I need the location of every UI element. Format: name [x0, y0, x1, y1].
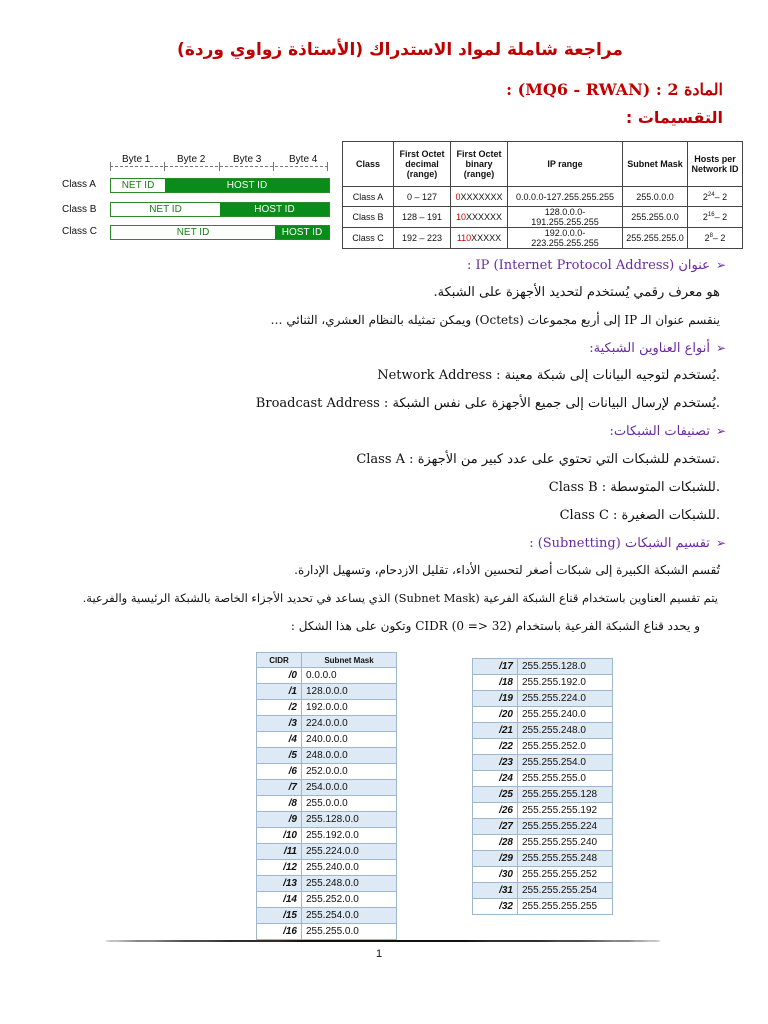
class-b-line: Class B : للشبكات المتوسطة. — [548, 480, 720, 495]
mask-cell: 255.255.252.0 — [518, 739, 613, 755]
cidr-header: CIDR — [257, 653, 302, 668]
cidr-cell: /2 — [257, 700, 302, 716]
cidr-cell: /21 — [473, 723, 518, 739]
arrow-bullet-icon: ➢ — [715, 258, 726, 272]
mask-cell: 255.255.255.240 — [518, 835, 613, 851]
mask-cell: 224.0.0.0 — [302, 716, 397, 732]
mask-cell: 255.255.254.0 — [518, 755, 613, 771]
host-id-segment: HOST ID — [165, 179, 329, 192]
ip-range-cell: 128.0.0.0-191.255.255.255 — [508, 207, 623, 228]
table-row — [257, 908, 397, 924]
page-number: 1 — [376, 948, 383, 960]
class-c-label: Class C — [62, 226, 98, 237]
table-header: Class — [343, 142, 394, 187]
cidr-header-row — [257, 653, 397, 668]
table-row — [257, 860, 397, 876]
table-row — [473, 659, 613, 675]
mask-cell: 255.255.248.0 — [518, 723, 613, 739]
mask-cell: 255.255.128.0 — [518, 659, 613, 675]
cidr-cell: /24 — [473, 771, 518, 787]
mask-cell: 255.192.0.0 — [302, 828, 397, 844]
table-row — [473, 739, 613, 755]
divisions-heading: التقسيمات : — [625, 108, 723, 127]
ip-definition: هو معرف رقمي يُستخدم لتحديد الأجهزة على الشبكة. — [433, 285, 720, 300]
table-row — [257, 700, 397, 716]
mask-cell: 255.128.0.0 — [302, 812, 397, 828]
binary-rest: XXXXXX — [465, 212, 503, 222]
table-row — [257, 716, 397, 732]
table-row — [257, 732, 397, 748]
cidr-line: و يحدد قناع الشبكة الفرعية باستخدام CIDR (0 => 32) وتكون على هذا الشكل : — [290, 619, 700, 633]
net-id-segment: NET ID — [111, 226, 275, 239]
table-row — [257, 668, 397, 684]
table-row — [257, 748, 397, 764]
ip-heading — [467, 258, 726, 273]
mask-cell: 254.0.0.0 — [302, 780, 397, 796]
table-header: First Octet binary (range) — [451, 142, 508, 187]
byte-label: Byte 4 — [289, 154, 318, 165]
decimal-cell: 192 – 223 — [394, 228, 451, 249]
cidr-cell: /26 — [473, 803, 518, 819]
subnetting-definition: تُقسم الشبكة الكبيرة إلى شبكات أصغر لتحسين الأداء، تقليل الازدحام، وتسهيل الإدارة. — [294, 563, 720, 577]
mask-cell: 255.255.255.255 — [518, 899, 613, 915]
arrow-bullet-icon: ➢ — [715, 341, 726, 355]
table-row — [473, 723, 613, 739]
byte-tick — [273, 162, 274, 171]
cidr-cell: /16 — [257, 924, 302, 940]
cidr-cell: /4 — [257, 732, 302, 748]
cidr-cell: /7 — [257, 780, 302, 796]
cidr-cell: /27 — [473, 819, 518, 835]
binary-cell — [451, 207, 508, 228]
cidr-cell: /11 — [257, 844, 302, 860]
mask-cell: 192.0.0.0 — [302, 700, 397, 716]
cidr-table-left — [256, 652, 397, 940]
table-row — [473, 835, 613, 851]
class-cell: Class B — [343, 207, 394, 228]
class-a-bar — [110, 178, 330, 193]
byte-label: Byte 2 — [177, 154, 206, 165]
mask-cell: 255.255.255.128 — [518, 787, 613, 803]
mask-cell: 255.255.0.0 — [302, 924, 397, 940]
subnet-mask-line: يتم تقسيم العناوين باستخدام قناع الشبكة الفرعية (Subnet Mask) الذي يساعد في تحديد الأجزاء الخاصة بالشبكة الرئيسية والفرعية. — [82, 591, 718, 605]
class-b-bar — [110, 202, 330, 217]
cidr-cell: /12 — [257, 860, 302, 876]
hosts-tail: – 2 — [712, 233, 726, 243]
table-header: First Octet decimal (range) — [394, 142, 451, 187]
mask-cell: 255.254.0.0 — [302, 908, 397, 924]
mask-cell: 255.252.0.0 — [302, 892, 397, 908]
network-address-line: Network Address : يُستخدم لتوجيه البيانات إلى شبكة معينة. — [377, 368, 720, 383]
mask-cell: 255.255.255.252 — [518, 867, 613, 883]
class-cell: Class C — [343, 228, 394, 249]
classes-heading — [609, 424, 726, 439]
mask-cell: 255.224.0.0 — [302, 844, 397, 860]
table-header: IP range — [508, 142, 623, 187]
mask-cell: 255.255.240.0 — [518, 707, 613, 723]
cidr-cell: /30 — [473, 867, 518, 883]
table-row — [257, 684, 397, 700]
ip-split: ينقسم عنوان الـ IP إلى أربع مجموعات (Octets) ويمكن تمثيله بالنظام العشري، الثنائي … — [270, 313, 720, 327]
table-row — [257, 828, 397, 844]
cidr-cell: /29 — [473, 851, 518, 867]
hosts-cell — [688, 228, 743, 249]
table-row — [257, 892, 397, 908]
class-b-label: Class B — [62, 204, 97, 215]
decimal-cell: 0 – 127 — [394, 187, 451, 207]
table-row — [257, 796, 397, 812]
cidr-cell: /0 — [257, 668, 302, 684]
hosts-exponent: 24 — [707, 191, 715, 198]
table-row — [473, 803, 613, 819]
mask-cell: 255.248.0.0 — [302, 876, 397, 892]
mask-cell: 255.255.255.0 — [518, 771, 613, 787]
class-c-line: Class C : للشبكات الصغيرة. — [559, 508, 720, 523]
table-row — [473, 707, 613, 723]
subject-heading: المادة 2 : (MQ6 - RWAN) : — [506, 80, 723, 99]
mask-cell: 240.0.0.0 — [302, 732, 397, 748]
mask-cell: 255.0.0.0 — [623, 187, 688, 207]
table-header-row — [343, 142, 743, 187]
arrow-bullet-icon: ➢ — [715, 424, 726, 438]
table-row — [257, 924, 397, 940]
byte-tick — [327, 162, 328, 171]
cidr-cell: /22 — [473, 739, 518, 755]
cidr-cell: /15 — [257, 908, 302, 924]
mask-cell: 255.0.0.0 — [302, 796, 397, 812]
binary-cell — [451, 187, 508, 207]
heading-text: عنوان IP (Internet Protocol Address) : — [466, 258, 710, 273]
subnetting-heading — [529, 536, 726, 551]
hosts-exponent: 16 — [707, 212, 715, 218]
table-row — [473, 787, 613, 803]
cidr-cell: /8 — [257, 796, 302, 812]
net-id-segment: NET ID — [111, 203, 220, 216]
mask-cell: 255.240.0.0 — [302, 860, 397, 876]
table-row — [257, 876, 397, 892]
hosts-tail: – 2 — [714, 191, 728, 202]
ip-class-table — [342, 141, 743, 249]
hosts-base: 2 — [704, 233, 710, 243]
table-row — [257, 812, 397, 828]
table-row — [473, 755, 613, 771]
byte-tick — [219, 162, 220, 171]
subnet-mask-header: Subnet Mask — [302, 653, 397, 668]
cidr-cell: /10 — [257, 828, 302, 844]
mask-cell: 255.255.255.0 — [623, 228, 688, 249]
table-row — [257, 780, 397, 796]
class-a-line: Class A : تستخدم للشبكات التي تحتوي على عدد كبير من الأجهزة. — [356, 452, 720, 467]
mask-cell: 255.255.255.248 — [518, 851, 613, 867]
cidr-cell: /32 — [473, 899, 518, 915]
cidr-cell: /28 — [473, 835, 518, 851]
cidr-cell: /14 — [257, 892, 302, 908]
cidr-cell: /3 — [257, 716, 302, 732]
cidr-table-right — [472, 658, 613, 915]
cidr-cell: /5 — [257, 748, 302, 764]
table-row — [343, 228, 743, 249]
byte-label: Byte 1 — [122, 154, 151, 165]
hosts-base: 2 — [702, 191, 708, 202]
mask-cell: 255.255.255.224 — [518, 819, 613, 835]
broadcast-address-line: Broadcast Address : يُستخدم لإرسال البيانات إلى جميع الأجهزة على نفس الشبكة. — [255, 396, 720, 411]
cidr-cell: /19 — [473, 691, 518, 707]
cidr-cell: /18 — [473, 675, 518, 691]
footer-divider — [105, 940, 661, 942]
table-row — [473, 691, 613, 707]
mask-cell: 255.255.224.0 — [518, 691, 613, 707]
cidr-cell: /13 — [257, 876, 302, 892]
hosts-base: 2 — [702, 212, 708, 222]
table-row — [343, 187, 743, 207]
binary-prefix: 0 — [455, 191, 461, 202]
class-c-bar — [110, 225, 330, 240]
host-id-segment: HOST ID — [220, 203, 329, 216]
page-title: مراجعة شاملة لمواد الاستدراك (الأستاذة زواوي وردة) — [177, 40, 623, 60]
ip-range-cell: 0.0.0.0-127.255.255.255 — [508, 187, 623, 207]
heading-text: أنواع العناوين الشبكية: — [589, 341, 710, 356]
table-row — [473, 883, 613, 899]
cidr-cell: /25 — [473, 787, 518, 803]
hosts-exponent: 8 — [709, 233, 713, 239]
ip-range-cell: 192.0.0.0-223.255.255.255 — [508, 228, 623, 249]
table-row — [473, 867, 613, 883]
hosts-cell — [688, 187, 743, 207]
cidr-cell: /1 — [257, 684, 302, 700]
mask-cell: 255.255.0.0 — [623, 207, 688, 228]
mask-cell: 248.0.0.0 — [302, 748, 397, 764]
mask-cell: 0.0.0.0 — [302, 668, 397, 684]
class-a-label: Class A — [62, 179, 96, 190]
table-row — [343, 207, 743, 228]
mask-cell: 128.0.0.0 — [302, 684, 397, 700]
cidr-cell: /23 — [473, 755, 518, 771]
mask-cell: 255.255.255.254 — [518, 883, 613, 899]
class-cell: Class A — [343, 187, 394, 207]
hosts-cell — [688, 207, 743, 228]
cidr-cell: /9 — [257, 812, 302, 828]
cidr-cell: /20 — [473, 707, 518, 723]
cidr-cell: /6 — [257, 764, 302, 780]
mask-cell: 255.255.255.192 — [518, 803, 613, 819]
table-row — [257, 844, 397, 860]
mask-cell: 255.255.192.0 — [518, 675, 613, 691]
table-header: Subnet Mask — [623, 142, 688, 187]
hosts-tail: – 2 — [714, 212, 728, 222]
table-row — [473, 771, 613, 787]
table-row — [473, 675, 613, 691]
cidr-cell: /17 — [473, 659, 518, 675]
types-heading — [589, 341, 726, 356]
byte-label: Byte 3 — [233, 154, 262, 165]
heading-text: تصنيفات الشبكات: — [609, 424, 710, 439]
mask-cell: 252.0.0.0 — [302, 764, 397, 780]
heading-text: تقسيم الشبكات (Subnetting) : — [529, 536, 710, 551]
host-id-segment: HOST ID — [275, 226, 329, 239]
table-row — [473, 899, 613, 915]
table-row — [473, 851, 613, 867]
arrow-bullet-icon: ➢ — [715, 536, 726, 550]
table-row — [473, 819, 613, 835]
table-row — [257, 764, 397, 780]
binary-cell — [451, 228, 508, 249]
net-id-segment: NET ID — [111, 179, 165, 192]
binary-rest: XXXXXXX — [460, 191, 503, 202]
byte-tick — [110, 162, 111, 171]
binary-rest: XXXXX — [471, 233, 502, 243]
cidr-cell: /31 — [473, 883, 518, 899]
binary-prefix: 10 — [455, 212, 466, 222]
binary-prefix: 110 — [456, 233, 472, 243]
decimal-cell: 128 – 191 — [394, 207, 451, 228]
byte-tick — [164, 162, 165, 171]
table-header: Hosts per Network ID — [688, 142, 743, 187]
